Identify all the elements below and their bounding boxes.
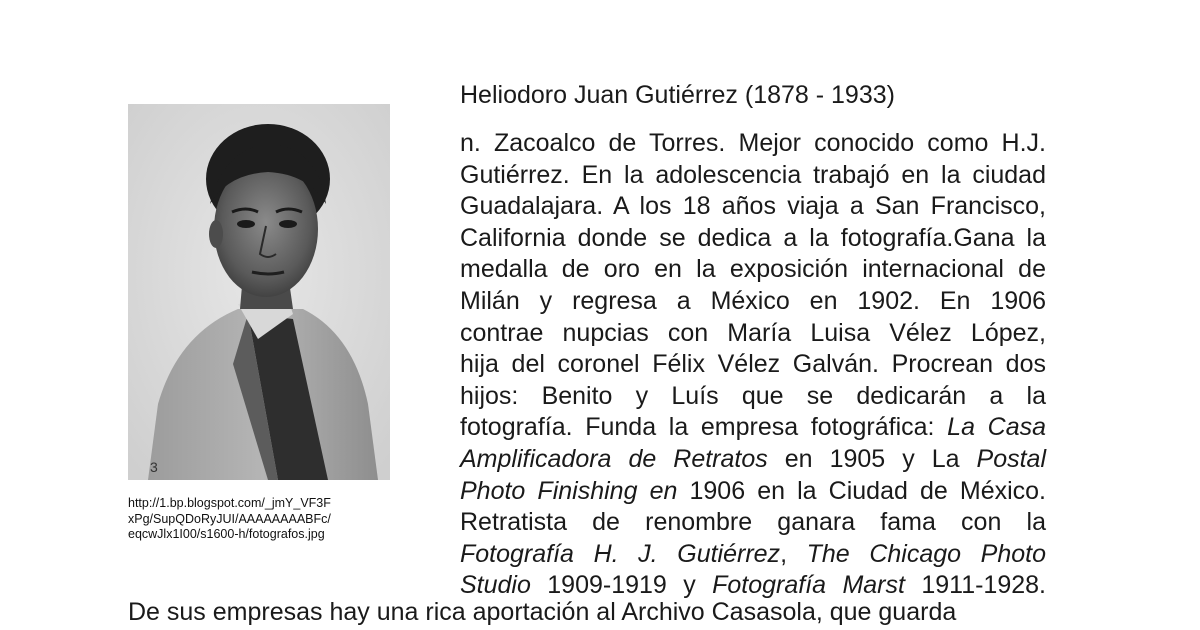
body-line — [460, 412, 1046, 444]
body-line: hija del coronel Félix Vélez Galván. Procrean dos — [460, 350, 1046, 379]
body-text: en 1905 y La — [767, 444, 977, 473]
caption-line: eqcwJlx1I00/s1600-h/fotografos.jpg — [128, 527, 325, 541]
biography-text — [460, 128, 1046, 602]
caption-line: http://1.bp.blogspot.com/_jmY_VF3F — [128, 496, 331, 510]
company-name: La Casa — [947, 413, 1047, 442]
body-text: , — [780, 539, 807, 568]
company-name: Studio — [460, 571, 531, 600]
body-line — [460, 476, 1046, 508]
body-line: contrae nupcias con María Luisa Vélez López, — [460, 318, 1046, 347]
body-text: 1911-1928. — [904, 571, 1046, 600]
body-text: 1909-1919 y — [530, 571, 713, 600]
company-name: The Chicago Photo — [806, 539, 1046, 568]
body-line: n. Zacoalco de Torres. Mejor conocido como H.J. — [460, 129, 1046, 157]
company-name: Amplificadora de Retratos — [460, 444, 768, 473]
caption-line: xPg/SupQDoRyJUI/AAAAAAAABFc/ — [128, 511, 331, 526]
portrait-illustration — [128, 104, 390, 480]
body-line: Gutiérrez. En la adolescencia trabajó en la ciudad — [460, 160, 1046, 189]
article-title: Heliodoro Juan Gutiérrez (1878 - 1933) — [460, 81, 895, 109]
body-text: 1906 en la Ciudad de México. — [677, 476, 1047, 505]
company-name: Fotografía H. J. Gutiérrez — [460, 539, 781, 568]
body-line: Guadalajara. A los 18 años viaja a San Francisco, — [460, 192, 1046, 221]
body-line — [460, 444, 1046, 476]
body-line — [460, 539, 1046, 571]
body-line: Milán y regresa a México en 1902. En 1906 — [460, 286, 1046, 315]
portrait-photo — [128, 104, 390, 480]
body-line: medalla de oro en la exposición internacional de — [460, 255, 1046, 284]
body-text: fotografía. Funda la empresa fotográfica: — [460, 413, 948, 442]
company-name: Photo Finishing en — [460, 476, 678, 505]
image-source-caption — [128, 496, 403, 543]
body-line: Retratista de renombre ganara fama con la — [460, 508, 1046, 537]
company-name: Postal — [976, 444, 1046, 473]
svg-text:3: 3 — [150, 459, 158, 475]
body-line: California donde se dedica a la fotografía.Gana la — [460, 223, 1046, 252]
continuation-line: De sus empresas hay una rica aportación al Archivo Casasola, que guarda — [128, 598, 957, 626]
company-name: Fotografía Marst — [712, 571, 905, 600]
body-line: hijos: Benito y Luís que se dedicarán a la — [460, 381, 1046, 410]
